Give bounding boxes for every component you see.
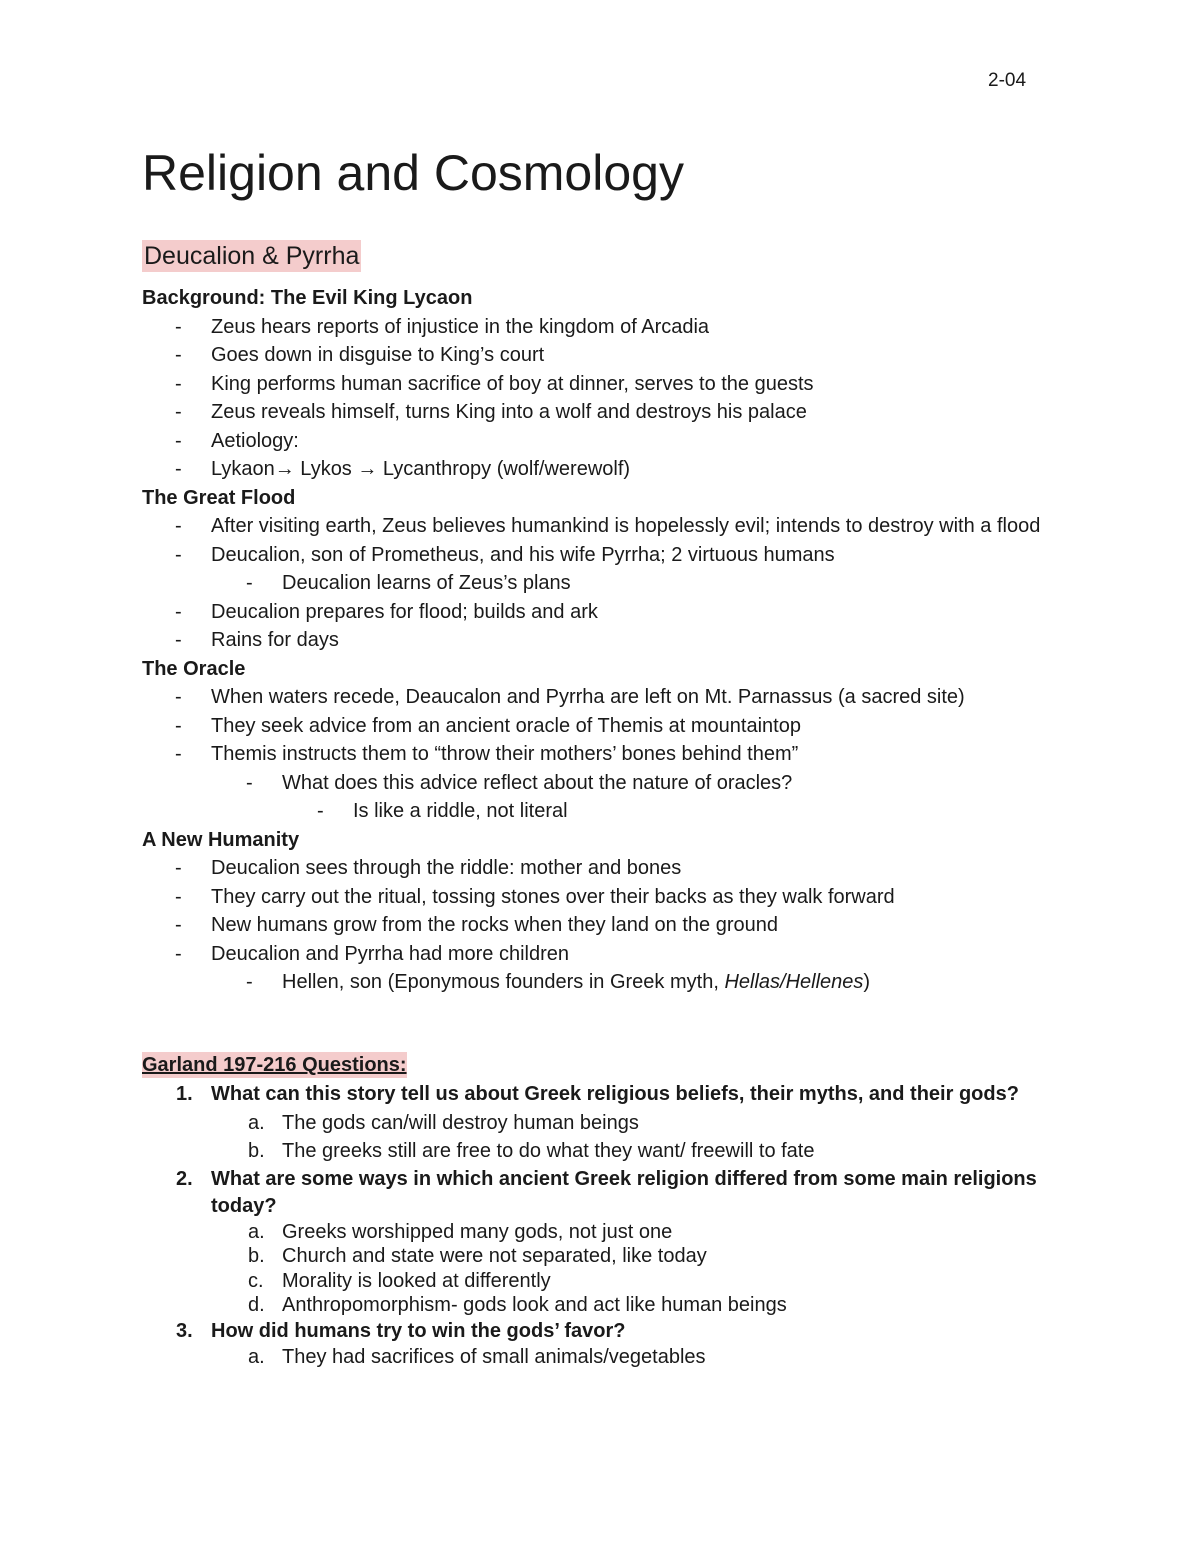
bullet-dash: - — [175, 515, 182, 537]
bullet-dash: - — [175, 543, 182, 566]
list-item-text: Deucalion learns of Zeus’s plans — [282, 572, 571, 594]
list-item — [142, 455, 1062, 484]
bullet-dash: - — [175, 914, 182, 936]
list-item-text: Themis instructs them to “throw their mothers’ bones behind them” — [211, 743, 799, 765]
answer — [142, 1220, 1062, 1245]
question-text: What are some ways in which ancient Greek religion differed from some main religions today? — [211, 1167, 1037, 1217]
answer-text: Greeks worshipped many gods, not just one — [282, 1220, 673, 1243]
bullet-dash: - — [175, 857, 182, 879]
list-item — [142, 341, 1062, 370]
bullet-dash: - — [175, 401, 182, 423]
bullet-dash: - — [175, 885, 182, 908]
list-item-text: They carry out the ritual, tossing stones over their backs as they walk forward — [211, 885, 895, 908]
answer-letter: a. — [248, 1111, 265, 1134]
list-item-text: Deucalion and Pyrrha had more children — [211, 942, 569, 965]
questions-list — [142, 1080, 1062, 1369]
list-item — [142, 370, 1062, 399]
bullet-dash: - — [317, 800, 324, 822]
list-item-text: When waters recede, Deaucalon and Pyrrha are left on Mt. Parnassus (a sacred site) — [211, 686, 965, 708]
subsection-heading: The Great Flood — [142, 486, 296, 509]
bullet-dash: - — [246, 572, 253, 594]
bullet-dash: - — [246, 971, 253, 993]
answer-letter: a. — [248, 1220, 265, 1243]
bullet-dash: - — [175, 629, 182, 651]
answer — [142, 1137, 1062, 1166]
answer-letter: d. — [248, 1294, 265, 1316]
answer-letter: b. — [248, 1140, 265, 1162]
list-item-text: Deucalion prepares for flood; builds and ark — [211, 600, 598, 623]
answer-text: Anthropomorphism- gods look and act like human beings — [282, 1294, 787, 1316]
question — [142, 1080, 1062, 1109]
list-item — [142, 683, 1062, 712]
list-item — [142, 769, 1062, 798]
answer — [142, 1293, 1062, 1318]
section-title: Deucalion & Pyrrha — [144, 242, 360, 270]
page-number: 2-04 — [988, 70, 1027, 91]
list-item-text: Is like a riddle, not literal — [353, 800, 568, 822]
answer — [142, 1109, 1062, 1138]
list-item — [142, 854, 1062, 883]
notes-content — [142, 284, 1062, 997]
list-item-text: Deucalion sees through the riddle: mother and bones — [211, 857, 682, 879]
subsection-heading: A New Humanity — [142, 828, 300, 851]
subsection-heading: Background: The Evil King Lycaon — [142, 287, 473, 309]
bullet-dash: - — [175, 743, 182, 765]
bullet-dash: - — [175, 315, 182, 338]
list-item — [142, 313, 1062, 342]
list-item — [142, 398, 1062, 427]
list-item — [142, 940, 1062, 969]
list-item — [142, 740, 1062, 769]
list-item-text: Zeus hears reports of injustice in the kingdom of Arcadia — [211, 315, 710, 338]
list-item-text: Goes down in disguise to King’s court — [211, 344, 545, 366]
list-item — [142, 712, 1062, 741]
answer-letter: a. — [248, 1345, 265, 1368]
question-text: What can this story tell us about Greek religious beliefs, their myths, and their gods? — [211, 1083, 1019, 1105]
list-item-text: New humans grow from the rocks when they land on the ground — [211, 914, 778, 936]
answer-text: The greeks still are free to do what they want/ freewill to fate — [282, 1140, 815, 1162]
question-text: How did humans try to win the gods’ favor? — [211, 1319, 626, 1342]
list-item-text: King performs human sacrifice of boy at dinner, serves to the guests — [211, 372, 814, 395]
subsection-heading: The Oracle — [142, 657, 246, 680]
list-item-text: What does this advice reflect about the nature of oracles? — [282, 771, 793, 794]
bullet-dash: - — [175, 458, 182, 480]
questions-title: Garland 197-216 Questions: — [142, 1054, 407, 1076]
list-item — [142, 541, 1062, 570]
bullet-dash: - — [175, 429, 182, 452]
bullet-dash: - — [246, 771, 253, 794]
bullet-dash: - — [175, 942, 182, 965]
question-number: 3. — [176, 1319, 193, 1342]
list-item — [142, 626, 1062, 655]
bullet-dash: - — [175, 600, 182, 623]
question — [142, 1318, 1062, 1345]
list-item-text: Lykaon→ Lykos → Lycanthropy (wolf/werewolf) — [211, 458, 631, 480]
list-item-italic: Hellas/Hellenes — [724, 971, 864, 993]
bullet-dash: - — [175, 372, 182, 395]
question — [142, 1166, 1062, 1220]
list-item — [142, 512, 1062, 541]
answer-text: Morality is looked at differently — [282, 1269, 551, 1292]
list-item — [142, 427, 1062, 456]
list-item — [142, 569, 1062, 598]
list-item — [142, 598, 1062, 627]
list-item — [142, 883, 1062, 912]
question-number: 2. — [176, 1167, 193, 1190]
bullet-dash: - — [175, 714, 182, 737]
list-item-text: Rains for days — [211, 629, 339, 651]
list-item-text: Zeus reveals himself, turns King into a wolf and destroys his palace — [211, 401, 807, 423]
answer — [142, 1269, 1062, 1294]
list-item-text: Deucalion, son of Prometheus, and his wife Pyrrha; 2 virtuous humans — [211, 543, 835, 566]
answer-text: Church and state were not separated, like today — [282, 1245, 707, 1267]
list-item-text: After visiting earth, Zeus believes humankind is hopelessly evil; intends to destroy with a flood — [211, 515, 1041, 537]
bullet-dash: - — [175, 344, 182, 366]
answer-letter: c. — [248, 1269, 264, 1292]
question-number: 1. — [176, 1083, 193, 1105]
page-title: Religion and Cosmology — [142, 145, 684, 201]
answer-text: The gods can/will destroy human beings — [282, 1111, 639, 1134]
list-item-after: ) — [863, 971, 871, 993]
answer — [142, 1244, 1062, 1269]
list-item — [142, 797, 1062, 826]
answer-letter: b. — [248, 1245, 265, 1267]
answer — [142, 1345, 1062, 1370]
list-item — [142, 968, 1062, 997]
bullet-dash: - — [175, 686, 182, 708]
answer-text: They had sacrifices of small animals/vegetables — [282, 1345, 706, 1368]
list-item — [142, 911, 1062, 940]
list-item-text: Aetiology: — [211, 429, 299, 452]
list-item-text: Hellen, son (Eponymous founders in Greek myth, — [282, 971, 725, 993]
list-item-text: They seek advice from an ancient oracle of Themis at mountaintop — [211, 714, 801, 737]
